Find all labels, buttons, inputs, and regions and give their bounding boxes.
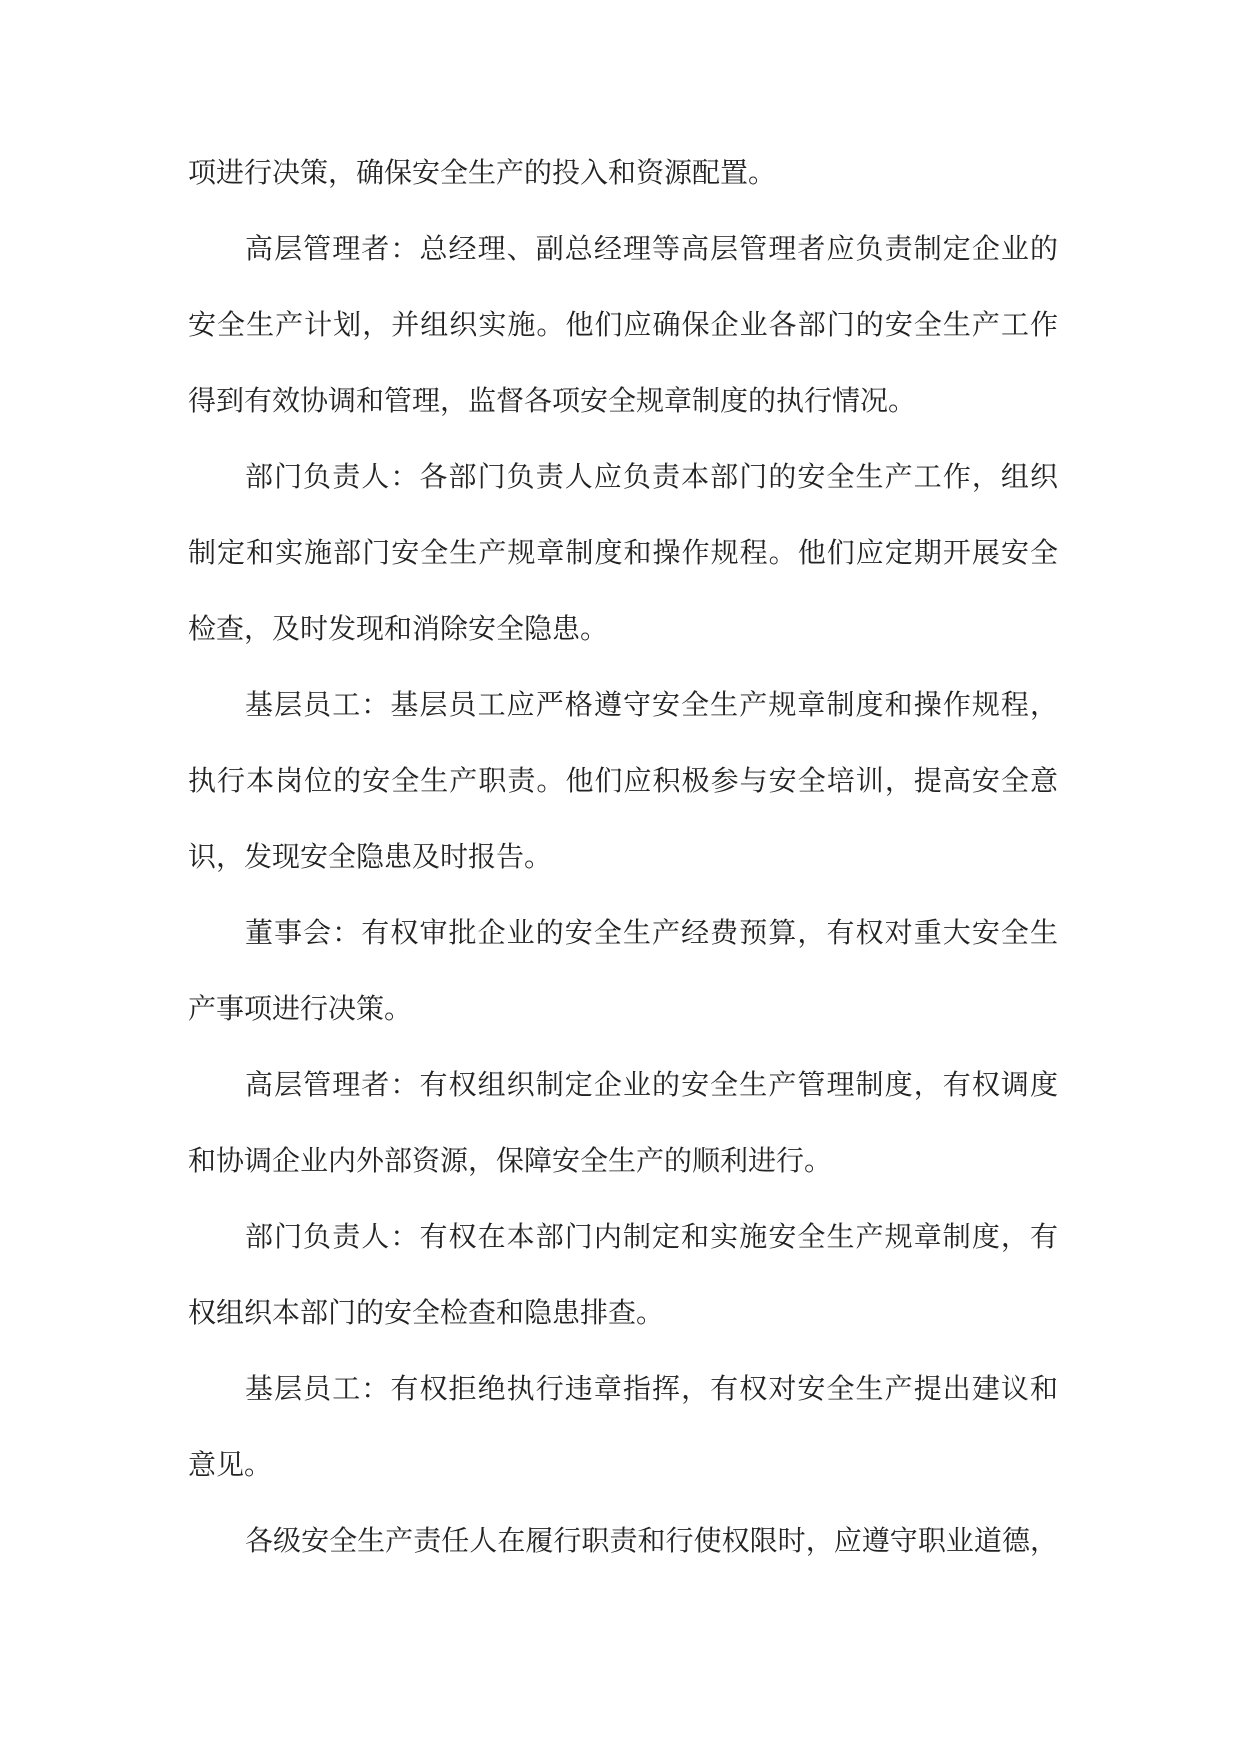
text-line: 高层管理者：有权组织制定企业的安全生产管理制度，有权调度 (245, 1068, 1058, 1101)
text-line: 部门负责人：有权在本部门内制定和实施安全生产规章制度，有 (245, 1220, 1058, 1253)
text-line: 董事会：有权审批企业的安全生产经费预算，有权对重大安全生 (245, 916, 1058, 949)
text-line: 检查，及时发现和消除安全隐患。 (188, 612, 609, 645)
text-line: 执行本岗位的安全生产职责。他们应积极参与安全培训，提高安全意 (188, 764, 1058, 797)
text-line: 高层管理者：总经理、副总经理等高层管理者应负责制定企业的 (245, 232, 1058, 265)
text-line: 各级安全生产责任人在履行职责和行使权限时，应遵守职业道德， (245, 1524, 1058, 1557)
text-line: 基层员工：有权拒绝执行违章指挥，有权对安全生产提出建议和 (245, 1372, 1058, 1405)
text-line: 项进行决策，确保安全生产的投入和资源配置。 (188, 156, 777, 189)
text-line: 制定和实施部门安全生产规章制度和操作规程。他们应定期开展安全 (188, 536, 1058, 569)
text-line: 基层员工：基层员工应严格遵守安全生产规章制度和操作规程， (245, 688, 1058, 721)
text-line: 得到有效协调和管理，监督各项安全规章制度的执行情况。 (188, 384, 917, 417)
text-line: 和协调企业内外部资源，保障安全生产的顺利进行。 (188, 1144, 833, 1177)
text-line: 安全生产计划，并组织实施。他们应确保企业各部门的安全生产工作 (188, 308, 1058, 341)
text-line: 产事项进行决策。 (188, 992, 413, 1025)
text-line: 权组织本部门的安全检查和隐患排查。 (188, 1296, 665, 1329)
text-line: 识，发现安全隐患及时报告。 (188, 840, 553, 873)
text-line: 部门负责人：各部门负责人应负责本部门的安全生产工作，组织 (245, 460, 1058, 493)
text-line: 意见。 (188, 1448, 273, 1481)
document-body (188, 148, 1058, 1592)
